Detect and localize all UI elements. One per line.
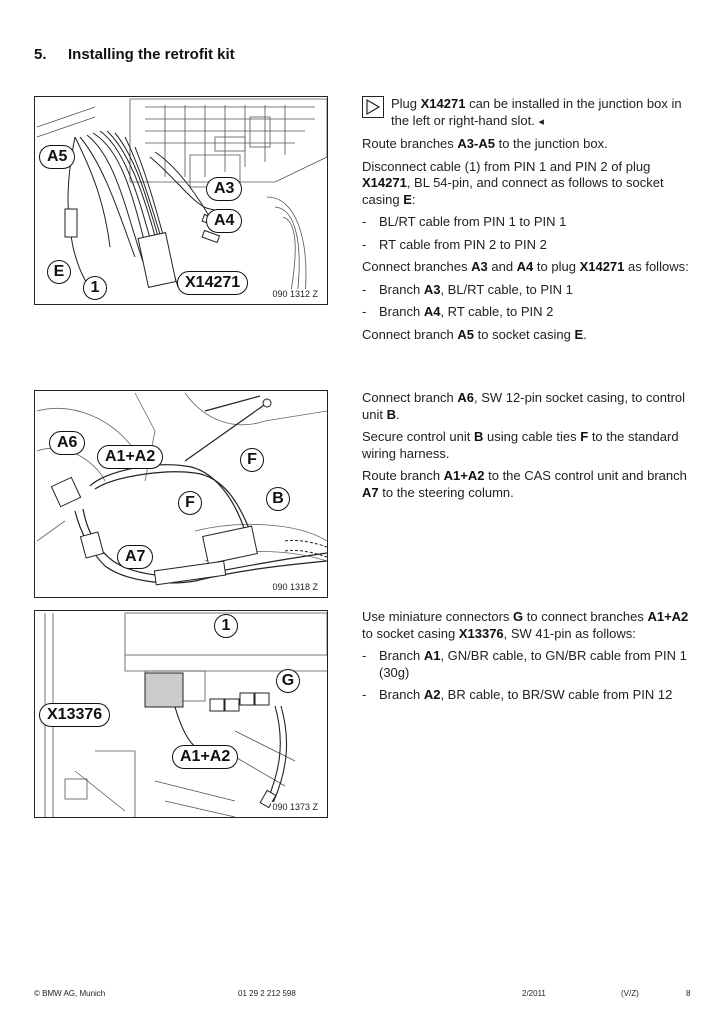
callout-A5: A5 (39, 145, 75, 169)
section-number: 5. (34, 46, 47, 63)
section-title: Installing the retrofit kit (68, 46, 235, 63)
figure-junction-box (34, 96, 328, 305)
callout-G: G (276, 669, 300, 693)
paragraph: Route branch A1+A2 to the CAS control unit and branch A7 to the steering column. (362, 468, 687, 500)
list-item: - Branch A1, GN/BR cable, to GN/BR cable from PIN 1 (30g) (362, 648, 687, 680)
callout-A3: A3 (206, 177, 242, 201)
section-heading (34, 46, 235, 63)
footer-copyright: © BMW AG, Munich (34, 989, 106, 998)
paragraph: Connect branches A3 and A4 to plug X14271 as follows: (362, 259, 689, 274)
footer-part-number: 01 29 2 212 598 (238, 989, 296, 998)
paragraph: Use miniature connectors G to connect branches A1+A2 to socket casing X13376, SW 41-pin as follows: (362, 609, 689, 641)
instructions-section-2 (362, 390, 692, 507)
figure-code: 090 1373 Z (272, 802, 318, 812)
paragraph: Connect branch A5 to socket casing E. (362, 326, 587, 342)
callout-A6: A6 (49, 431, 85, 455)
list-item: - Branch A4, RT cable, to PIN 2 (362, 304, 554, 319)
callout-A1-A2: A1+A2 (172, 745, 238, 769)
callout-1: 1 (83, 276, 107, 300)
end-of-note-triangle-icon: ◂ (538, 115, 544, 128)
list-item: - Branch A3, BL/RT cable, to PIN 1 (362, 281, 573, 297)
list-item: - BL/RT cable from PIN 1 to PIN 1 (362, 214, 567, 229)
callout-A1-A2: A1+A2 (97, 445, 163, 469)
callout-F-lower: F (178, 491, 202, 515)
list-item: - Branch A2, BR cable, to BR/SW cable from PIN 12 (362, 687, 673, 702)
figure-control-unit (34, 390, 328, 598)
callout-1: 1 (214, 614, 238, 638)
callout-X13376: X13376 (39, 703, 110, 727)
list-item: - RT cable from PIN 2 to PIN 2 (362, 236, 547, 252)
callout-E: E (47, 260, 71, 284)
callout-A7: A7 (117, 545, 153, 569)
instructions-section-1 (362, 96, 692, 349)
paragraph: Route branches A3-A5 to the junction box. (362, 136, 608, 151)
figure-code: 090 1312 Z (272, 289, 318, 299)
callout-A4: A4 (206, 209, 242, 233)
footer-page-number: 8 (686, 989, 691, 998)
paragraph: Connect branch A6, SW 12-pin socket casing, to control unit B. (362, 390, 686, 422)
figure-socket-casing (34, 610, 328, 818)
paragraph: Secure control unit B using cable ties F to the standard wiring harness. (362, 429, 679, 461)
callout-B: B (266, 487, 290, 511)
callout-F-upper: F (240, 448, 264, 472)
instructions-section-3 (362, 609, 692, 710)
note-triangle-icon (362, 96, 384, 118)
paragraph: Disconnect cable (1) from PIN 1 and PIN 2 of plug X14271, BL 54-pin, and connect as follows to socket casing E: (362, 158, 664, 207)
footer-date: 2/2011 (522, 989, 546, 998)
note-paragraph: Plug X14271 can be installed in the junction box in the left or right-hand slot. ◂ (362, 96, 692, 130)
callout-X14271: X14271 (177, 271, 248, 295)
footer-code: (V/Z) (621, 989, 639, 998)
figure-code: 090 1318 Z (272, 582, 318, 592)
